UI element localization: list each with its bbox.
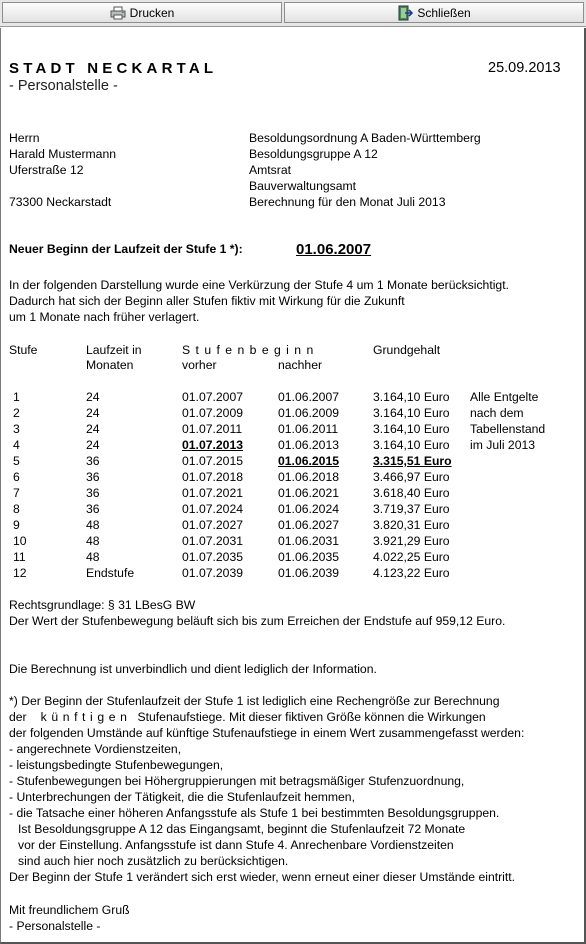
address-line: Uferstraße 12 (9, 163, 84, 177)
table-cell-laufzeit: 24 (86, 422, 100, 436)
table-cell-gehalt: 3.164,10 Euro (373, 438, 450, 452)
printer-icon (110, 6, 126, 20)
table-cell-stufe: 3 (13, 422, 20, 436)
table-cell-stufe: 1 (13, 390, 20, 404)
table-cell-laufzeit: 24 (86, 406, 100, 420)
table-cell-nachher: 01.06.2035 (278, 550, 339, 564)
table-cell-nachher: 01.06.2027 (278, 518, 339, 532)
footnote-item: - die Tatsache einer höheren Anfangsstufe als Stufe 1 bei bestimmten Besoldungsgruppen. (9, 806, 500, 820)
col-header-grundgehalt: Grundgehalt (373, 343, 441, 357)
table-cell-gehalt: 3.618,40 Euro (373, 486, 450, 500)
table-cell-gehalt: 3.466,97 Euro (373, 470, 450, 484)
table-cell-nachher: 01.06.2031 (278, 534, 339, 548)
table-cell-nachher: 01.06.2021 (278, 486, 339, 500)
col-header-laufzeit: Laufzeit in (86, 343, 142, 357)
intro-line: Dadurch hat sich der Beginn aller Stufen fiktiv mit Wirkung für die Zukunft (9, 294, 405, 308)
table-note: nach dem (470, 406, 524, 420)
col-header-beginn: Stufenbeginn (182, 343, 319, 357)
headline-label: Neuer Beginn der Laufzeit der Stufe 1 *): (9, 242, 243, 256)
address-line: Herrn (9, 131, 40, 145)
table-cell-laufzeit: 24 (86, 390, 100, 404)
footnote-item: - leistungsbedingte Stufenbewegungen, (9, 758, 224, 772)
close-label: Schließen (417, 5, 471, 20)
footnote-item: - Unterbrechungen der Tätigkeit, die die Stufenlaufzeit hemmen, (9, 790, 355, 804)
footnote-item: sind auch hier noch zusätzlich zu berücksichtigen. (18, 854, 289, 868)
table-cell-stufe: 12 (13, 566, 27, 580)
col-header-nachher: nachher (278, 358, 323, 372)
table-cell-gehalt: 3.921,29 Euro (373, 534, 450, 548)
table-cell-vorher: 01.07.2035 (182, 550, 243, 564)
table-note: Alle Entgelte (470, 390, 539, 404)
table-cell-laufzeit: 24 (86, 438, 100, 452)
col-header-stufe: Stufe (9, 343, 38, 357)
table-cell-vorher: 01.07.2031 (182, 534, 243, 548)
table-cell-stufe: 6 (13, 470, 20, 484)
table-cell-vorher: 01.07.2024 (182, 502, 243, 516)
table-cell-laufzeit: 36 (86, 486, 100, 500)
table-cell-gehalt: 4.123,22 Euro (373, 566, 450, 580)
table-cell-stufe: 4 (13, 438, 20, 452)
table-cell-vorher: 01.07.2009 (182, 406, 243, 420)
table-cell-stufe: 9 (13, 518, 20, 532)
table-cell-laufzeit: 36 (86, 502, 100, 516)
info-line: Berechnung für den Monat Juli 2013 (249, 195, 446, 209)
legal-basis: Rechtsgrundlage: § 31 LBesG BW (9, 598, 196, 612)
table-cell-nachher: 01.06.2024 (278, 502, 339, 516)
document-date: 25.09.2013 (488, 60, 561, 76)
exit-icon (397, 5, 413, 21)
table-cell-vorher: 01.07.2027 (182, 518, 243, 532)
headline-date: 01.06.2007 (296, 241, 372, 258)
table-cell-gehalt: 4.022,25 Euro (373, 550, 450, 564)
table-cell-laufzeit: 36 (86, 470, 100, 484)
table-cell-stufe: 11 (13, 550, 26, 564)
table-cell-nachher: 01.06.2007 (278, 390, 339, 404)
table-cell-laufzeit: 48 (86, 550, 100, 564)
table-cell-gehalt: 3.315,51 Euro (373, 454, 452, 468)
table-cell-stufe: 10 (13, 534, 27, 548)
footnote-item: - Stufenbewegungen bei Höhergruppierungen mit betragsmäßiger Stufenzuordnung, (9, 774, 465, 788)
footnote-item: vor der Einstellung. Anfangsstufe ist dann Stufe 4. Anrechenbare Vordienstzeiten (18, 838, 454, 852)
table-cell-stufe: 2 (13, 406, 20, 420)
table-cell-stufe: 5 (13, 454, 20, 468)
info-line: Bauverwaltungsamt (249, 179, 357, 193)
table-cell-vorher: 01.07.2021 (182, 486, 243, 500)
table-cell-nachher: 01.06.2015 (278, 454, 339, 468)
table-cell-nachher: 01.06.2011 (278, 422, 339, 436)
table-cell-laufzeit: 36 (86, 454, 100, 468)
table-cell-nachher: 01.06.2039 (278, 566, 339, 580)
col-header-vorher: vorher (182, 358, 217, 372)
disclaimer: Die Berechnung ist unverbindlich und dient lediglich der Information. (9, 662, 377, 676)
value-statement: Der Wert der Stufenbewegung beläuft sich bis zum Erreichen der Endstufe auf 959,12 Euro. (9, 614, 506, 628)
footnote-last: Der Beginn der Stufe 1 verändert sich erst wieder, wenn erneut einer dieser Umstände eintritt. (9, 870, 516, 884)
table-note: im Juli 2013 (470, 438, 536, 452)
footnote-item: Ist Besoldungsgruppe A 12 das Eingangsamt, beginnt die Stufenlaufzeit 72 Monate (18, 822, 466, 836)
department: - Personalstelle - (9, 78, 118, 94)
footnote-line: der folgenden Umstände auf künftige Stufenaufstiege in einem Wert zusammengefasst werden: (9, 726, 525, 740)
print-button[interactable] (2, 2, 282, 23)
info-line: Besoldungsgruppe A 12 (249, 147, 378, 161)
table-cell-vorher: 01.07.2015 (182, 454, 243, 468)
table-cell-laufzeit: 48 (86, 534, 100, 548)
footnote-line: *) Der Beginn der Stufenlaufzeit der Stufe 1 ist lediglich eine Rechengröße zur Berechnung (9, 694, 500, 708)
toolbar (0, 0, 586, 27)
table-cell-vorher: 01.07.2011 (182, 422, 243, 436)
table-cell-laufzeit: 48 (86, 518, 100, 532)
table-cell-gehalt: 3.719,37 Euro (373, 502, 450, 516)
table-cell-gehalt: 3.164,10 Euro (373, 390, 450, 404)
table-note: Tabellenstand (470, 422, 546, 436)
closing-signature: - Personalstelle - (9, 919, 101, 933)
print-label: Drucken (129, 5, 175, 20)
footnote-item: - angerechnete Vordienstzeiten, (9, 742, 182, 756)
table-cell-vorher: 01.07.2039 (182, 566, 243, 580)
info-line: Besoldungsordnung A Baden-Württemberg (249, 131, 481, 145)
table-cell-vorher: 01.07.2018 (182, 470, 243, 484)
table-cell-vorher: 01.07.2013 (182, 438, 243, 452)
table-cell-gehalt: 3.164,10 Euro (373, 406, 450, 420)
table-cell-vorher: 01.07.2007 (182, 390, 243, 404)
table-cell-stufe: 7 (13, 486, 20, 500)
table-cell-nachher: 01.06.2009 (278, 406, 339, 420)
info-line: Amtsrat (249, 163, 291, 177)
address-line: Harald Mustermann (9, 147, 117, 161)
table-cell-nachher: 01.06.2018 (278, 470, 339, 484)
footnote-line: der künftigen Stufenaufstiege. Mit dieser fiktiven Größe können die Wirkungen (9, 710, 486, 724)
org-name: STADT NECKARTAL (9, 60, 218, 77)
table-cell-laufzeit: Endstufe (86, 566, 135, 580)
address-line: 73300 Neckarstadt (9, 195, 112, 209)
close-button[interactable] (284, 2, 584, 23)
table-cell-stufe: 8 (13, 502, 20, 516)
closing-greeting: Mit freundlichem Gruß (9, 903, 130, 917)
table-cell-nachher: 01.06.2013 (278, 438, 339, 452)
table-cell-gehalt: 3.820,31 Euro (373, 518, 450, 532)
intro-line: In der folgenden Darstellung wurde eine Verkürzung der Stufe 4 um 1 Monate berücksichtigt. (9, 278, 509, 292)
intro-line: um 1 Monate nach früher verlagert. (9, 310, 200, 324)
col-header-laufzeit-sub: Monaten (86, 358, 134, 372)
table-cell-gehalt: 3.164,10 Euro (373, 422, 450, 436)
